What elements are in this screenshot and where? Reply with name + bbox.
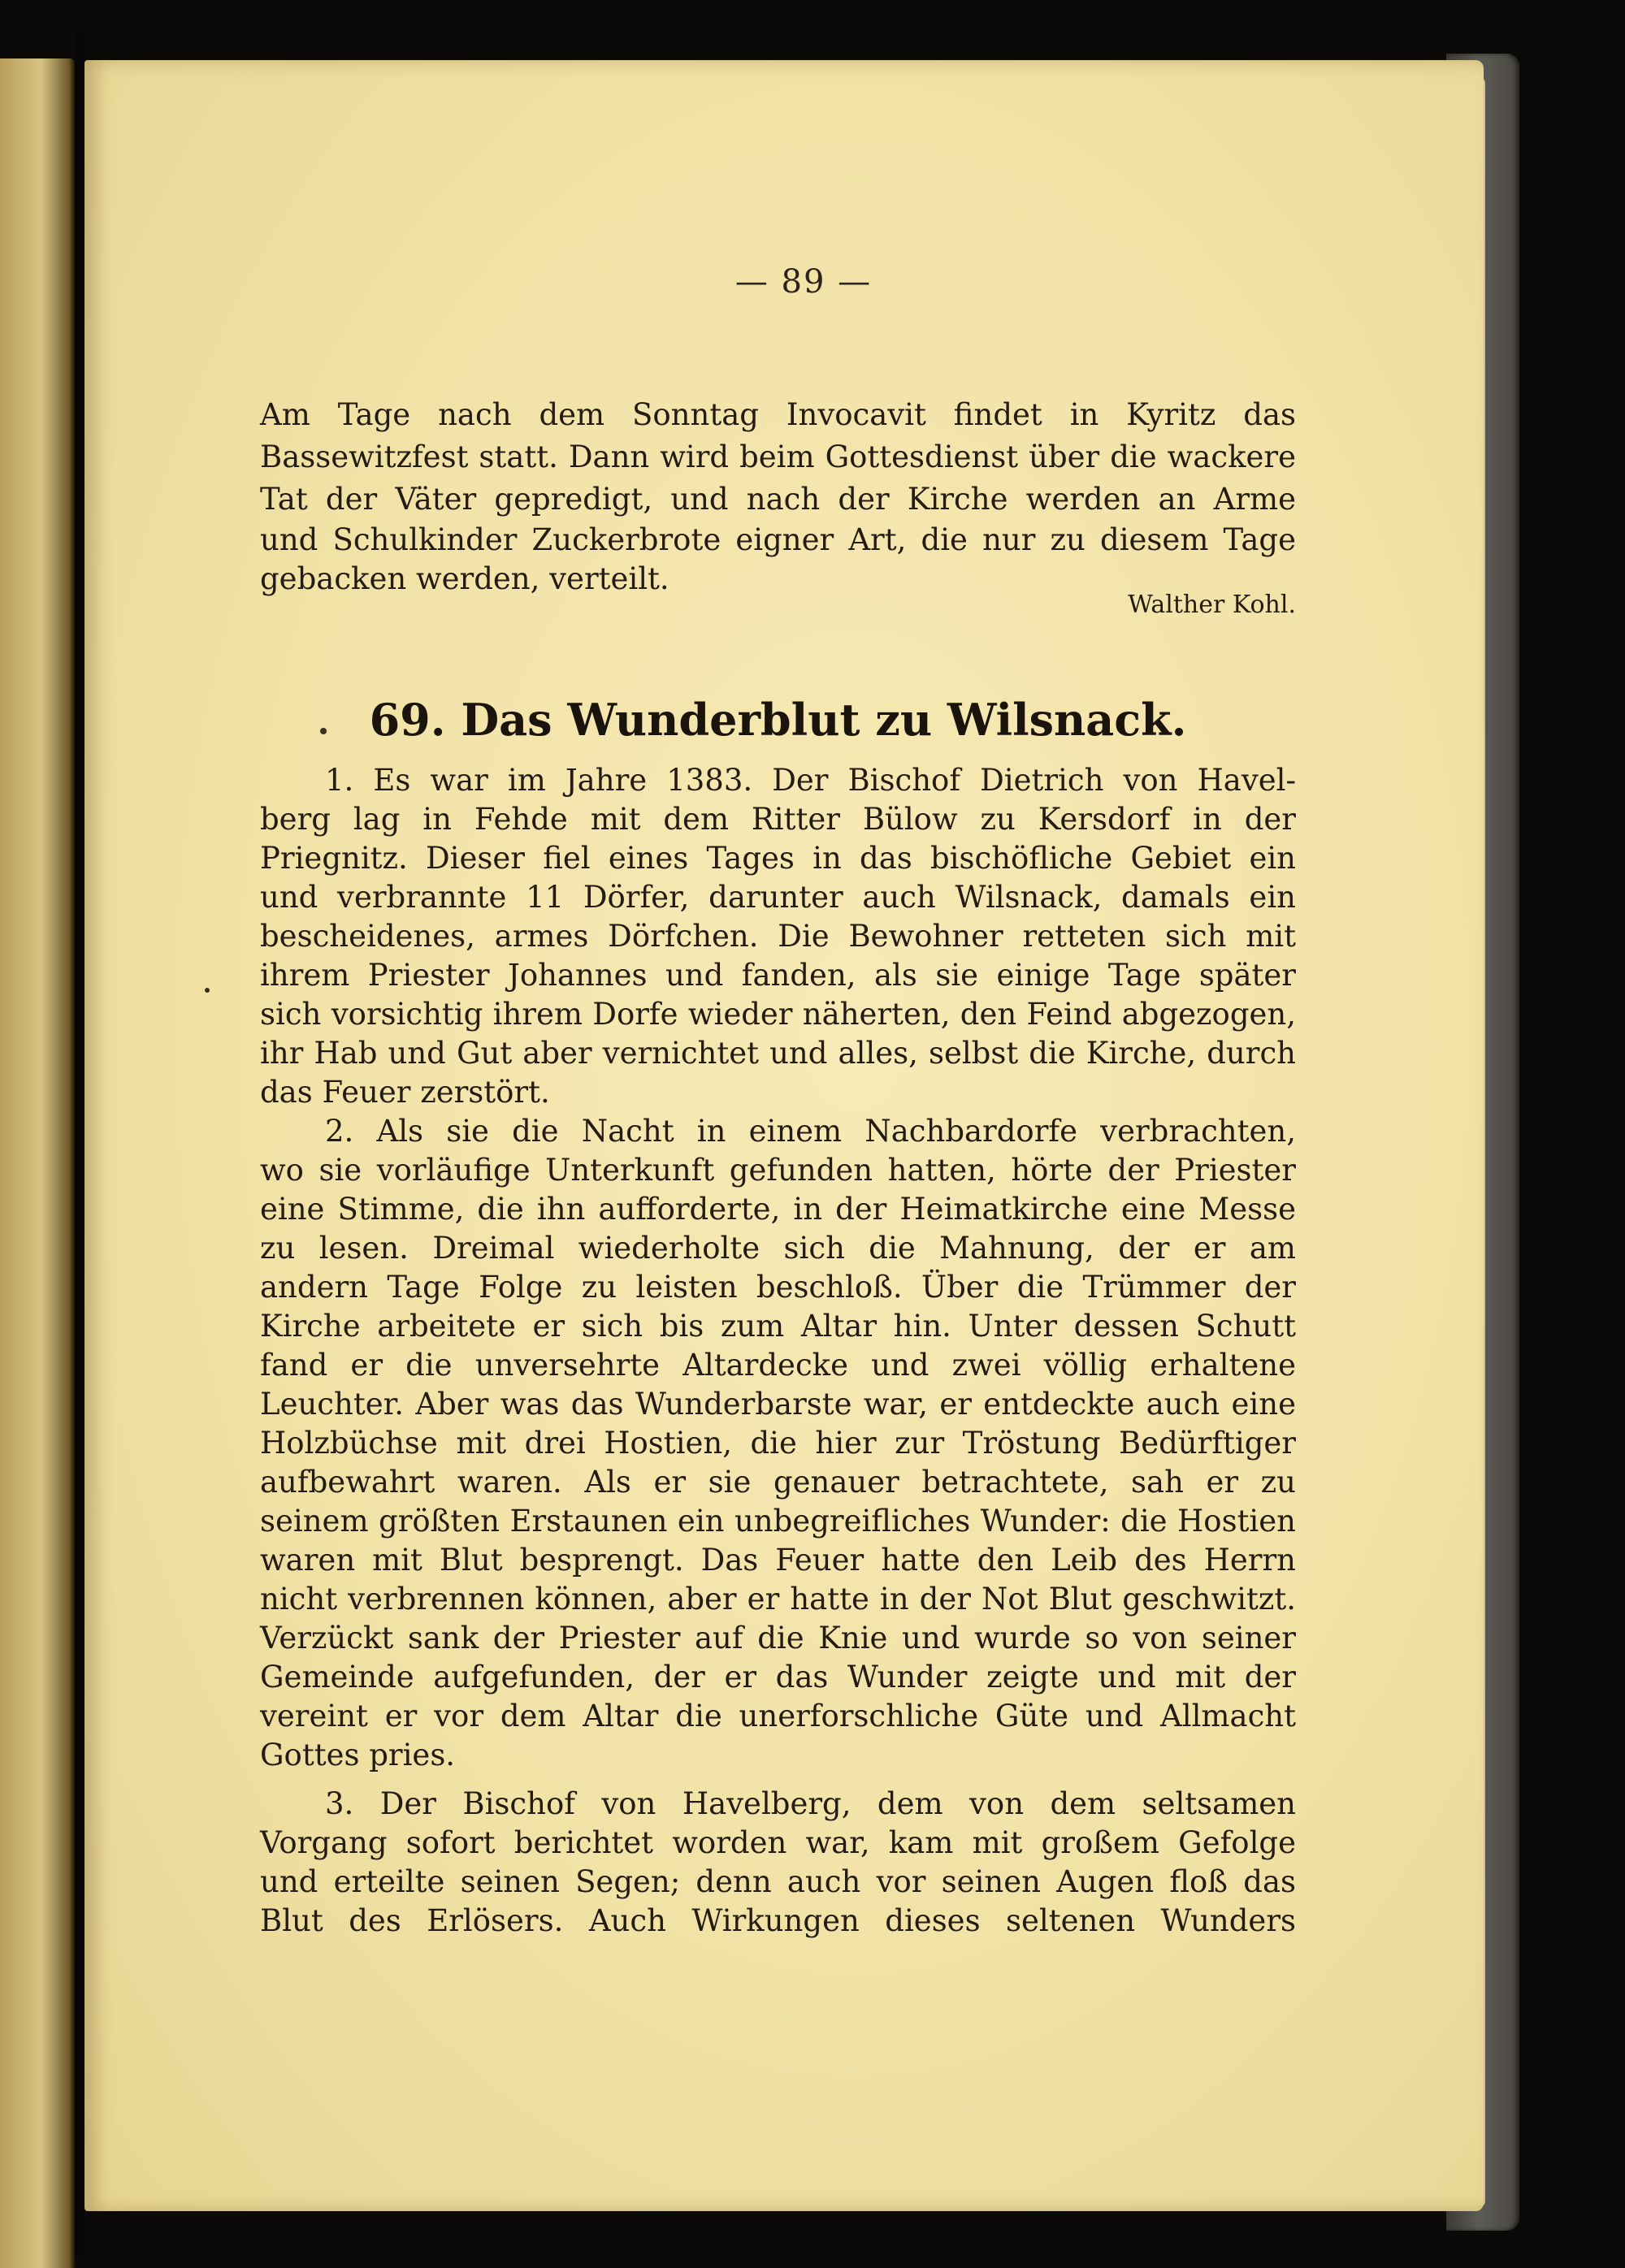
left-page-edge — [0, 58, 75, 2268]
body-line: 2. Als sie die Nacht in einem Nachbardorfe verbrachten, — [325, 1114, 1296, 1149]
body-line: bescheidenes, armes Dörfchen. Die Bewohner retteten sich mit — [260, 919, 1296, 954]
body-line: ihrem Priester Johannes und fanden, als sie einige Tage später — [260, 958, 1296, 993]
body-line: Gottes pries. — [260, 1738, 456, 1772]
body-line: aufbewahrt waren. Als er sie genauer betrachtete, sah er zu — [260, 1465, 1296, 1500]
body-line: sich vorsichtig ihrem Dorfe wieder näherten, den Feind abgezogen, — [260, 997, 1296, 1032]
intro-line: Bassewitzfest statt. Dann wird beim Gottesdienst über die wackere — [260, 439, 1296, 474]
body-line: nicht verbrennen können, aber er hatte in der Not Blut geschwitzt. — [260, 1582, 1296, 1617]
body-line: Gemeinde aufgefunden, der er das Wunder zeigte und mit der — [260, 1660, 1296, 1695]
body-line: waren mit Blut besprengt. Das Feuer hatte den Leib des Herrn — [260, 1543, 1296, 1578]
body-line: und erteilte seinen Segen; denn auch vor seinen Augen floß das — [260, 1864, 1296, 1899]
section-heading: 69. Das Wunderblut zu Wilsnack. — [369, 694, 1187, 746]
intro-line: Tat der Väter gepredigt, und nach der Kirche werden an Arme — [260, 482, 1296, 517]
body-line: Vorgang sofort berichtet worden war, kam mit großem Gefolge — [260, 1825, 1296, 1860]
author-signature: Walther Kohl. — [1128, 591, 1296, 619]
body-line: eine Stimme, die ihn aufforderte, in der Heimatkirche eine Messe — [260, 1192, 1296, 1227]
book-spine — [75, 32, 84, 2258]
body-line: Kirche arbeitete er sich bis zum Altar hin. Unter dessen Schutt — [260, 1309, 1296, 1344]
page-content — [84, 60, 1484, 2211]
body-line: 1. Es war im Jahre 1383. Der Bischof Dietrich von Havel- — [325, 763, 1296, 798]
body-line: Holzbüchse mit drei Hostien, die hier zur Tröstung Bedürftiger — [260, 1426, 1296, 1461]
body-line: andern Tage Folge zu leisten beschloß. Über die Trümmer der — [260, 1270, 1296, 1305]
intro-line: und Schulkinder Zuckerbrote eigner Art, die nur zu diesem Tage — [260, 522, 1296, 557]
body-line: Blut des Erlösers. Auch Wirkungen dieses seltenen Wunders — [260, 1903, 1296, 1938]
body-line: Priegnitz. Dieser fiel eines Tages in das bischöfliche Gebiet ein — [260, 841, 1296, 876]
body-line: 3. Der Bischof von Havelberg, dem von dem seltsamen — [325, 1786, 1296, 1821]
book-page — [84, 60, 1484, 2211]
body-line: Leuchter. Aber was das Wunderbarste war, er entdeckte auch eine — [260, 1387, 1296, 1422]
body-line: Verzückt sank der Priester auf die Knie und wurde so von seiner — [260, 1621, 1296, 1656]
body-line: vereint er vor dem Altar die unerforschliche Güte und Allmacht — [260, 1699, 1296, 1733]
body-line: berg lag in Fehde mit dem Ritter Bülow zu Kersdorf in der — [260, 802, 1296, 837]
stray-mark — [205, 988, 210, 993]
body-line: fand er die unversehrte Altardecke und zwei völlig erhaltene — [260, 1348, 1296, 1383]
body-line: ihr Hab und Gut aber vernichtet und alles, selbst die Kirche, durch — [260, 1036, 1296, 1071]
body-line: wo sie vorläufige Unterkunft gefunden hatten, hörte der Priester — [260, 1153, 1296, 1188]
body-line: und verbrannte 11 Dörfer, darunter auch Wilsnack, damals ein — [260, 880, 1296, 915]
intro-line: Am Tage nach dem Sonntag Invocavit findet in Kyritz das — [260, 397, 1296, 432]
page-number: — 89 — — [734, 263, 873, 301]
body-line: seinem größten Erstaunen ein unbegreifliches Wunder: die Hostien — [260, 1504, 1296, 1539]
body-line: das Feuer zerstört. — [260, 1075, 550, 1110]
intro-line: gebacken werden, verteilt. — [260, 561, 670, 596]
body-line: zu lesen. Dreimal wiederholte sich die Mahnung, der er am — [260, 1231, 1296, 1266]
